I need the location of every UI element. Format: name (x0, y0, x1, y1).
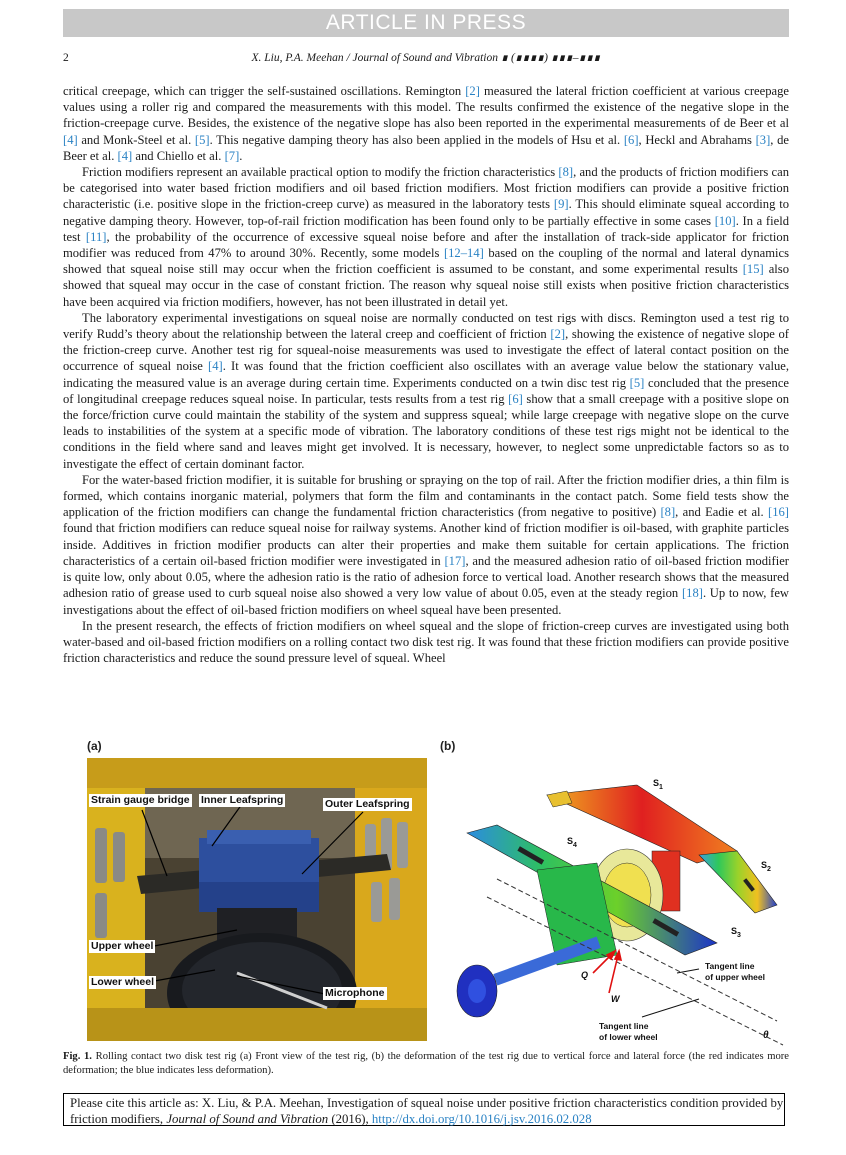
citation-doi-link[interactable]: http://dx.doi.org/10.1016/j.jsv.2016.02.028 (371, 1112, 592, 1126)
reference-link[interactable]: [3] (755, 132, 771, 147)
label-microphone: Microphone (325, 987, 385, 999)
reference-link[interactable]: [16] (768, 505, 789, 520)
caption-text: Rolling contact two disk test rig (a) Front view of the test rig, (b) the deformation of the test rig due to vertical force and lateral force (the red indicates more deformation; the blue indicates less deformation). (63, 1051, 789, 1076)
label-upper-wheel: Upper wheel (91, 940, 154, 952)
reference-link[interactable]: [9] (553, 197, 569, 212)
label-lower-wheel: Lower wheel (91, 976, 155, 988)
caption-label: Fig. 1. (63, 1051, 92, 1062)
reference-link[interactable]: [7] (224, 148, 240, 163)
paragraph-1: critical creepage, which can trigger the self-sustained oscillations. Remington [2] measured the lateral friction coefficient at various creepage values using a roller rig and compared the measurements with this model. The results confirmed the existence of the negative slope in the friction-creepage curve. Besides, the existence of the negative slope has also been reported in the experimental measurements of de Beer et al [4] and Monk-Steel et al. [5]. This negative damping theory has also been applied in the models of Hsu et al. [6], Heckl and Abrahams [3], de Beer et al. [4] and Chiello et al. [7]. (63, 84, 789, 163)
citation-box (63, 1093, 785, 1126)
panel-a-label: (a) (87, 739, 102, 753)
label-inner-leafspring: Inner Leafspring (201, 794, 284, 806)
reference-link[interactable]: [5] (194, 132, 210, 147)
figure-caption (63, 1050, 789, 1077)
reference-link[interactable]: [8] (558, 165, 574, 180)
citation-prefix: Please cite this article as: X. Liu, & P.A. Meehan, Investigation of squeal noise under positive friction characteristics condition provided by friction modifiers, (70, 1096, 784, 1126)
reference-link[interactable]: [11] (85, 229, 107, 244)
citation-year: (2016), (331, 1112, 369, 1126)
label-tangent-lower: Tangent line of lower wheel (599, 1021, 658, 1042)
page-number: 2 (63, 52, 69, 64)
reference-link[interactable]: [2] (465, 84, 480, 98)
label-s1: $S_1$ (653, 778, 663, 791)
reference-link[interactable]: [8] (660, 505, 676, 520)
label-outer-leafspring: Outer Leafspring (325, 798, 410, 810)
reference-link[interactable]: [4] (208, 359, 223, 374)
citation-journal: Journal of Sound and Vibration (166, 1112, 329, 1126)
reference-link[interactable]: [15] (742, 262, 764, 277)
reference-link[interactable]: [10] (714, 213, 736, 228)
paragraph-4: For the water-based friction modifier, it is suitable for brushing or spraying on the top of rail. After the friction modifier dries, a thin film is formed, which contains inorganic material, polymers that form the film and contaminants in the contact patch. Some field tests show the application of the friction modifiers can change the fundamental friction characteristics (from negative to positive) [8], and Eadie et al. [16] found that friction modifiers can reduce squeal noise for railway systems. Another kind of friction modifier is oil-based, with graphite particles inside. Additives in friction modifier products can alter their properties and make them suitable for certain applications. The friction characteristics of a certain oil-based friction modifier were investigated in [17], and the measured adhesion ratio of oil-based friction modifier is quite low, only about 0.05, where the adhesion ratio is the ratio of adhesion force to vertical load. Another research shows that the measured adhesion ratio of grease used to curb squeal noise also showed a very low value of about 0.05, even at the steady region [18]. Up to now, few investigations about the effect of oil-based friction modifiers on wheel squeal have been presented. (63, 472, 790, 617)
paragraph-3: The laboratory experimental investigations on squeal noise are normally conducted on test rigs with discs. Remington used a test rig to verify Rudd’s theory about the relationship between the lateral creep and coefficient of friction [2], showing the existence of negative slope of the friction-creep curve. Another test rig for squeal-noise measurements was used to investigate the effect of lateral contact position on the occurrence of squeal noise [4]. It was found that the friction coefficient also oscillates with an average value below the stationary value, indicating the measured value is an average during certain time. Experiments conducted on a twin disc test rig [5] concluded that the presence of longitudinal creepage reduces squeal noise. In particular, tests results from a test rig [6] show that a small creepage with a positive slope on the force/friction curve could maintain the stability of the system and suppress squeal; while large creepage with negative slope on the curve leads to instabilities of the system at a specific mode of vibration. The laboratory conditions of these test rigs might not be identical to the conditions in the field where sand and leaves might get involved. It is necessary, however, to neglect some unpredictable factors so as to investigate the effect of certain dominant factor. (63, 310, 790, 471)
label-q-force: Q (581, 970, 589, 980)
article-in-press-banner: ARTICLE IN PRESS (63, 9, 789, 37)
label-w-force: W (611, 994, 620, 1004)
label-tangent-upper: Tangent line of upper wheel (705, 961, 765, 982)
reference-link[interactable]: [18] (681, 586, 703, 601)
reference-link[interactable]: [6] (508, 391, 523, 406)
label-s3: $S_3$ (731, 926, 741, 939)
body-text (63, 83, 789, 666)
reference-link[interactable]: [2] (550, 327, 566, 342)
paragraph-2: Friction modifiers represent an available practical option to modify the friction characteristics [8], and the products of friction modifiers can be categorised into water based friction modifiers and oil based friction modifiers. Most friction modifiers can provide a positive friction characteristic (i.e. positive slope in the friction-creep curve) as measured in the laboratory tests [9]. This should eliminate squeal according to negative damping theory. However, top-of-rail friction modification has been found only to be partially effective in some cases [10]. In a field test [11], the probability of the occurrence of excessive squeal noise before and after the installation of track-side applicator for friction modifier was reduced from 47% to around 30%. Recently, some models [12–14] based on the coupling of the normal and lateral dynamics showed that squeal noise still may occur when the friction coefficient is assumed to be constant, and some experimental results [15] also showed that squeal may occur in the case of constant friction. The reason why squeal noise still exists when positive friction characteristics have been acquired via friction modifiers, however, has not been illustrated in detail yet. (63, 165, 790, 309)
reference-link[interactable]: [17] (444, 553, 466, 568)
label-s2: $S_2$ (761, 860, 771, 873)
test-rig-photo (87, 758, 427, 1041)
fem-deformation-diagram (437, 755, 789, 1047)
reference-link[interactable]: [6] (623, 132, 639, 147)
reference-link[interactable]: [4] (63, 132, 78, 147)
label-strain-gauge: Strain gauge bridge (91, 794, 190, 806)
reference-link[interactable]: [4] (117, 148, 133, 163)
reference-link[interactable]: [5] (629, 375, 645, 390)
running-head-text: X. Liu, P.A. Meehan / Journal of Sound and Vibration ∎ (∎∎∎∎) ∎∎∎–∎∎∎ (251, 52, 601, 64)
label-s4: $S_4$ (567, 836, 577, 849)
label-theta: θ (763, 1030, 769, 1041)
figure-1 (63, 737, 789, 1049)
reference-link[interactable]: [12–14] (443, 246, 484, 261)
paragraph-5: In the present research, the effects of friction modifiers on wheel squeal and the slope of friction-creep curves are investigated using both water-based and oil-based friction modifiers on a rolling contact two disk test rig. It was found that these friction modifiers can provide positive friction characteristics and reduce the sound pressure level of squeal. Wheel (63, 618, 789, 666)
panel-b-label: (b) (440, 739, 456, 753)
